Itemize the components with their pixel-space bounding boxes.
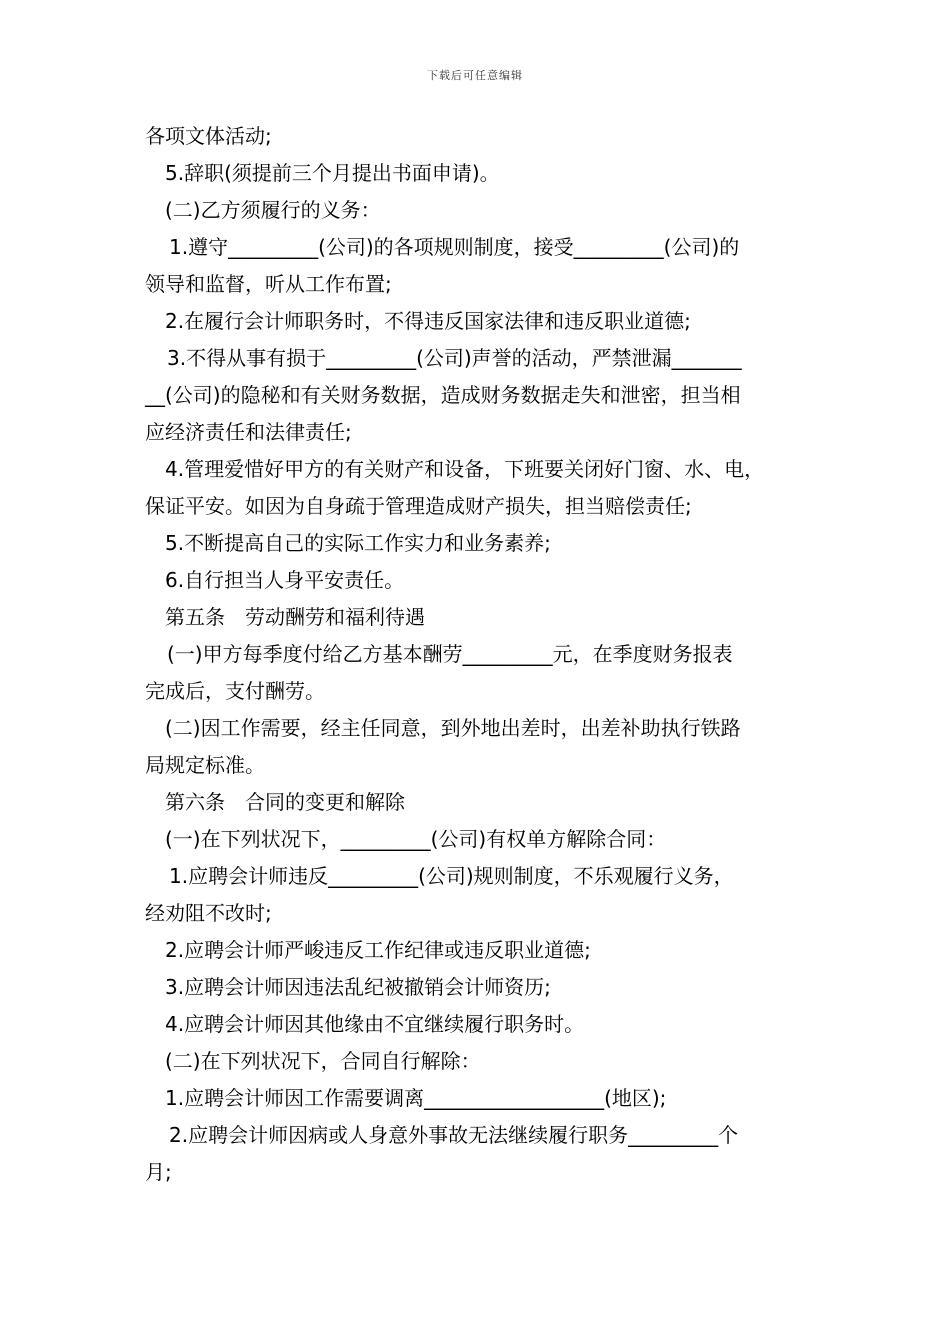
page-header: 下载后可任意编辑 [427,69,523,82]
text-line: 2.在履行会计师职务时，不得违反国家法律和违反职业道德; [165,309,691,333]
text-line: 3.应聘会计师因违法乱纪被撤销会计师资历; [165,975,551,999]
text-line: 1.应聘会计师因工作需要调离__________________(地区); [165,1086,667,1110]
text-line: 完成后，支付酬劳。 [145,679,325,703]
text-line: (一)在下列状况下，_________(公司)有权单方解除合同： [165,827,667,851]
text-line: (二)因工作需要，经主任同意，到外地出差时，出差补助执行铁路 [165,716,741,740]
text-line: 5.辞职(须提前三个月提出书面申请)。 [165,161,500,185]
text-line: 局规定标准。 [145,753,265,777]
text-line: 第六条 合同的变更和解除 [165,790,405,814]
text-line: 保证平安。如因为自身疏于管理造成财产损失，担当赔偿责任; [145,494,692,518]
text-line: 4.管理爱惜好甲方的有关财产和设备，下班要关闭好门窗、水、电， [165,457,765,481]
text-line: 1.应聘会计师违反_________(公司)规则制度，不乐观履行义务， [169,864,734,888]
text-line: 6.自行担当人身平安责任。 [165,568,405,592]
text-line: __(公司)的隐秘和有关财务数据，造成财务数据走失和泄密，担当相 [145,383,741,407]
text-line: 领导和监督，听从工作布置; [145,272,392,296]
text-line: 经劝阻不改时; [145,901,272,925]
text-line: 2.应聘会计师严峻违反工作纪律或违反职业道德; [165,938,591,962]
text-line: (二)在下列状况下，合同自行解除： [165,1049,481,1073]
text-line: 4.应聘会计师因其他缘由不宜继续履行职务时。 [165,1012,585,1036]
text-line: 各项文体活动; [145,124,272,148]
text-line: (二)乙方须履行的义务： [165,198,381,222]
text-line: 应经济责任和法律责任; [145,420,352,444]
text-line: 2.应聘会计师因病或人身意外事故无法继续履行职务_________个 [169,1123,739,1147]
text-line: 第五条 劳动酬劳和福利待遇 [165,605,425,629]
text-line: 3.不得从事有损于_________(公司)声誉的活动，严禁泄漏_______ [167,346,742,370]
text-line: 5.不断提高自己的实际工作实力和业务素养; [165,531,551,555]
document-body [145,118,815,1191]
text-line: 月; [145,1160,172,1184]
text-line: 1.遵守_________(公司)的各项规则制度，接受_________(公司)的 [169,235,740,259]
text-line: (一)甲方每季度付给乙方基本酬劳_________元，在季度财务报表 [167,642,733,666]
